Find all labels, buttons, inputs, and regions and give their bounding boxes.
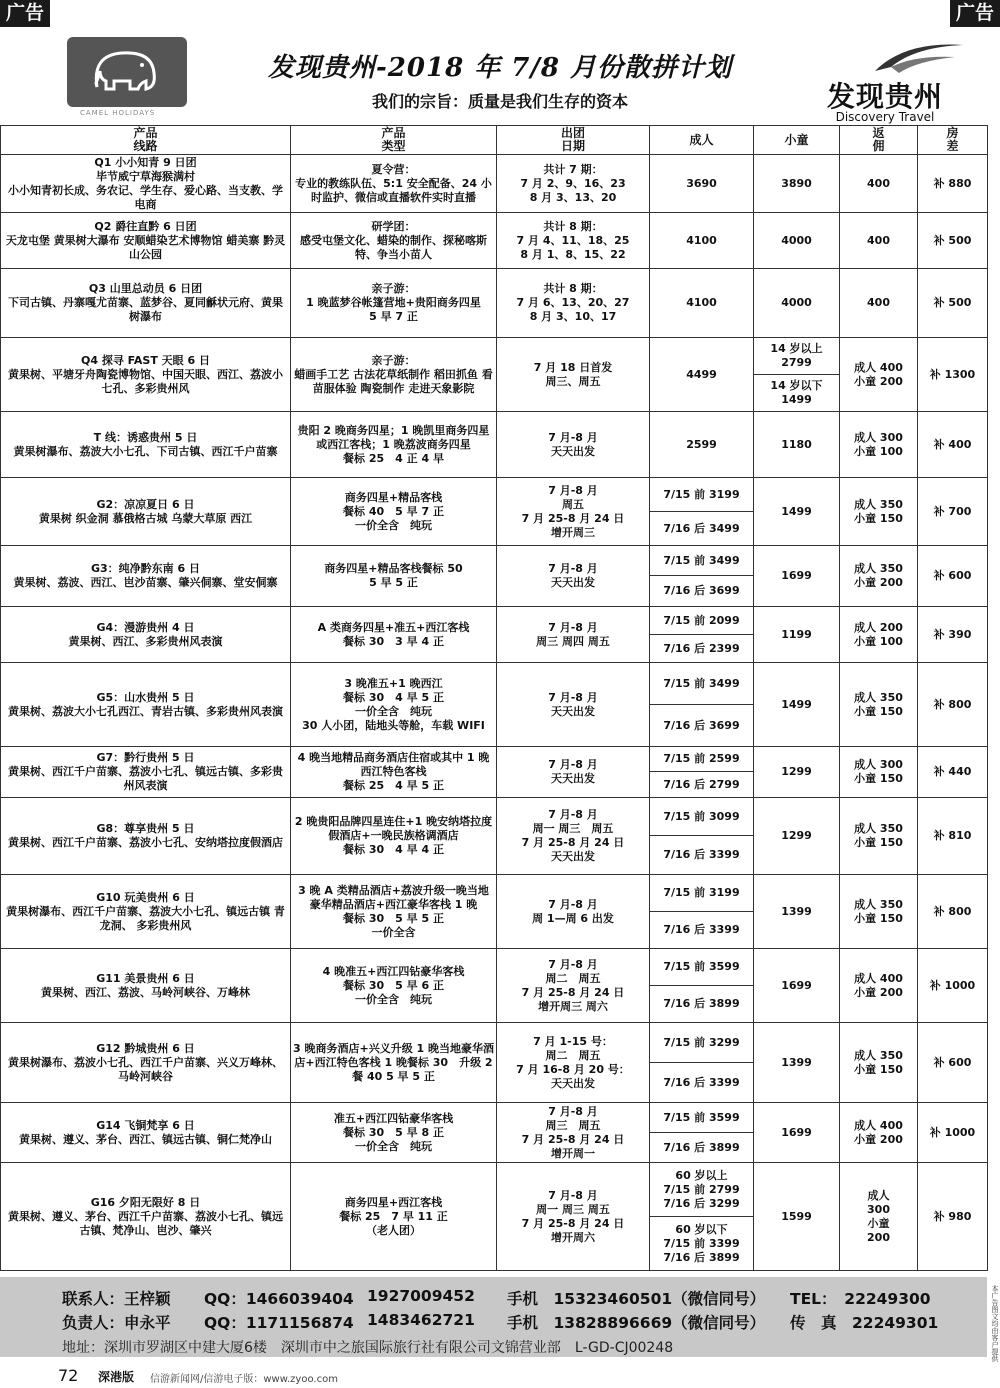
table-row <box>1 546 988 576</box>
table-row <box>1 338 988 375</box>
table-row <box>1 478 988 512</box>
child-price-cell: 1499 <box>754 478 840 546</box>
table-row <box>1 607 988 635</box>
room-diff-cell: 补 880 <box>918 155 988 213</box>
product-cell: G4：漫游贵州 4 日 黄果树、西江、多彩贵州风表演 <box>1 607 291 663</box>
product-cell: Q2 爵往直黔 6 日团 天龙屯堡 黄果树大瀑布 安顺蜡染艺术博物馆 蜡美寨 黔灵山公园 <box>1 213 291 269</box>
table-row <box>1 747 988 772</box>
room-diff-cell: 补 980 <box>918 1163 988 1271</box>
child-price-cell: 1299 <box>754 747 840 798</box>
manager-mobile: 手机 13828896669（微信同号） <box>507 1314 766 1332</box>
adult-price-cell: 7/15 前 3499 <box>650 663 754 705</box>
page-subtitle: 我们的宗旨：质量是我们生存的资本 <box>371 92 628 111</box>
rebate-cell: 成人 300 小童 200 <box>840 1163 918 1271</box>
date-cell: 7 月-8 月 天天出发 <box>497 747 650 798</box>
rebate-cell: 400 <box>840 213 918 269</box>
type-cell: 亲子游： 1 晚蓝梦谷帐篷营地+贵阳商务四星 5 早 7 正 <box>291 269 497 338</box>
contact-qq2: 1927009452 <box>367 1287 475 1305</box>
rebate-cell: 成人 350 小童 150 <box>840 1023 918 1103</box>
rebate-cell: 400 <box>840 155 918 213</box>
elephant-logo-icon <box>67 37 187 107</box>
contact-name: 联系人：王梓颖 <box>62 1290 171 1308</box>
date-cell: 7 月-8 月 天天出发 <box>497 412 650 478</box>
adult-price-cell: 7/15 前 3599 <box>650 1103 754 1133</box>
table-row <box>1 949 988 986</box>
product-cell: G10 玩美贵州 6 日 黄果树瀑布、西江千户苗寨、荔波大小七孔、镇远古镇 青龙洞、 多彩贵州风 <box>1 875 291 949</box>
brand-logo <box>795 37 975 122</box>
edition-label: 深港版 <box>98 1370 135 1384</box>
date-cell: 7 月 18 日首发 周三、周五 <box>497 338 650 412</box>
table-row <box>1 1163 988 1217</box>
adult-price-cell: 7/16 后 3399 <box>650 1063 754 1103</box>
adult-price-cell: 7/15 前 2099 <box>650 607 754 635</box>
rebate-cell: 400 <box>840 269 918 338</box>
rebate-cell: 成人 300 小童 100 <box>840 412 918 478</box>
table-row <box>1 155 988 213</box>
side-note: 本广告图文均由客户提供 <box>991 1285 999 1362</box>
type-cell: A 类商务四星+准五+西江客栈 餐标 30 3 早 4 正 <box>291 607 497 663</box>
date-cell: 7 月-8 月 周一 周三 周五 7 月 25-8 月 24 日 天天出发 <box>497 798 650 875</box>
rebate-cell: 成人 350 小童 150 <box>840 875 918 949</box>
child-price-cell: 1699 <box>754 1103 840 1163</box>
ad-tag-right: 广告 <box>950 0 1000 27</box>
product-cell: G11 美景贵州 6 日 黄果树、西江、荔波、马岭河峡谷、万峰林 <box>1 949 291 1023</box>
rebate-cell: 成人 350 小童 150 <box>840 478 918 546</box>
type-cell: 4 晚当地精品商务酒店住宿或其中 1 晚西江特色客栈 餐标 25 4 早 5 正 <box>291 747 497 798</box>
child-price-cell: 1699 <box>754 949 840 1023</box>
page-number: 72 <box>58 1366 79 1385</box>
page-title: 发现贵州-2018 年 7/8 月份散拼计划 <box>268 53 732 83</box>
adult-price-cell: 7/15 前 3199 <box>650 875 754 912</box>
adult-price-cell: 7/15 前 3599 <box>650 949 754 986</box>
ad-tag-left: 广告 <box>0 0 50 27</box>
header <box>0 27 1000 125</box>
child-price-cell: 1399 <box>754 1023 840 1103</box>
product-cell: G8：尊享贵州 5 日 黄果树、西江千户苗寨、荔波小七孔、安纳塔拉度假酒店 <box>1 798 291 875</box>
table-row <box>1 798 988 836</box>
child-price-cell: 4000 <box>754 213 840 269</box>
date-cell: 共计 8 期： 7 月 4、11、18、25 8 月 1、8、15、22 <box>497 213 650 269</box>
page-footer <box>0 1365 1000 1388</box>
rebate-cell: 成人 200 小童 100 <box>840 607 918 663</box>
rebate-cell: 成人 350 小童 150 <box>840 798 918 875</box>
type-cell: 3 晚准五+1 晚西江 餐标 30 4 早 5 正 一价全含 纯玩 30 人小团，陆地头等舱，车载 WIFI <box>291 663 497 747</box>
type-cell: 商务四星+精品客栈 餐标 40 5 早 7 正 一价全含 纯玩 <box>291 478 497 546</box>
room-diff-cell: 补 500 <box>918 269 988 338</box>
adult-price-cell: 4100 <box>650 269 754 338</box>
adult-price-cell: 3690 <box>650 155 754 213</box>
date-cell: 共计 8 期： 7 月 6、13、20、27 8 月 3、10、17 <box>497 269 650 338</box>
room-diff-cell: 补 600 <box>918 1023 988 1103</box>
child-price-cell: 1299 <box>754 798 840 875</box>
table-row <box>1 875 988 912</box>
product-cell: G12 黔城贵州 6 日 黄果树瀑布、荔波小七孔、西江千户苗寨、兴义万峰林、马岭河峡谷 <box>1 1023 291 1103</box>
contact-qq: QQ：1466039404 <box>204 1290 354 1308</box>
contact-tel: TEL： 22249300 <box>790 1290 931 1308</box>
adult-price-cell: 7/16 后 3399 <box>650 912 754 949</box>
product-cell: G7：黔行贵州 5 日 黄果树、西江千户苗寨、荔波小七孔、镇远古镇、多彩贵州风表演 <box>1 747 291 798</box>
col-header-room: 房 差 <box>918 126 988 155</box>
bird-swoosh-icon <box>795 37 975 77</box>
date-cell: 7 月-8 月 周三 周五 7 月 25-8 月 24 日 增开周一 <box>497 1103 650 1163</box>
col-header-date: 出团 日期 <box>497 126 650 155</box>
product-cell: G5：山水贵州 5 日 黄果树、荔波大小七孔西江、青岩古镇、多彩贵州风表演 <box>1 663 291 747</box>
adult-price-cell: 7/15 前 3199 <box>650 478 754 512</box>
publisher-label: 信游新闻网/信游电子版：www.zyoo.com <box>150 1374 338 1385</box>
type-cell: 贵阳 2 晚商务四星；1 晚凯里商务四星或西江客栈；1 晚荔波商务四星 餐标 25 4 正 4 早 <box>291 412 497 478</box>
adult-price-cell: 2599 <box>650 412 754 478</box>
room-diff-cell: 补 810 <box>918 798 988 875</box>
room-diff-cell: 补 1000 <box>918 1103 988 1163</box>
child-price-cell: 3890 <box>754 155 840 213</box>
rebate-cell: 成人 350 小童 150 <box>840 663 918 747</box>
child-price-cell: 1199 <box>754 607 840 663</box>
adult-price-cell: 7/16 后 2799 <box>650 772 754 798</box>
table-row <box>1 1103 988 1133</box>
adult-price-cell: 7/15 前 3299 <box>650 1023 754 1063</box>
type-cell: 2 晚贵阳品牌四星连住+1 晚安纳塔拉度假酒店+一晚民族格调酒店 餐标 30 4 早 4 正 <box>291 798 497 875</box>
room-diff-cell: 补 600 <box>918 546 988 607</box>
child-price-cell: 1599 <box>754 1163 840 1271</box>
manager-fax: 传 真 22249301 <box>790 1314 939 1332</box>
date-cell: 7 月-8 月 周五 7 月 25-8 月 24 日 增开周三 <box>497 478 650 546</box>
type-cell: 研学团： 感受屯堡文化、蜡染的制作、探秘喀斯特、争当小苗人 <box>291 213 497 269</box>
child-price-cell: 1699 <box>754 546 840 607</box>
table-row <box>1 412 988 478</box>
brand-english: Discovery Travel <box>835 110 935 124</box>
adult-price-cell: 7/16 后 3899 <box>650 1133 754 1163</box>
adult-price-cell: 4499 <box>650 338 754 412</box>
adult-price-cell: 7/16 后 3399 <box>650 836 754 875</box>
room-diff-cell: 补 400 <box>918 412 988 478</box>
child-price-cell: 14 岁以下 1499 <box>754 375 840 412</box>
product-cell: G14 飞铜梵享 6 日 黄果树、遵义、茅台、西江、镇远古镇、铜仁梵净山 <box>1 1103 291 1163</box>
adult-price-cell: 7/16 后 3699 <box>650 705 754 747</box>
table-row <box>1 213 988 269</box>
rebate-cell: 成人 300 小童 150 <box>840 747 918 798</box>
col-header-product: 产品 线路 <box>1 126 291 155</box>
room-diff-cell: 补 700 <box>918 478 988 546</box>
type-cell: 3 晚商务酒店+兴义升级 1 晚当地豪华酒店+西江特色客栈 1 晚餐标 30 升级 2 餐 40 5 早 5 正 <box>291 1023 497 1103</box>
address-line: 地址：深圳市罗湖区中建大厦6楼 深圳市中之旅国际旅行社有限公司文锦营业部 L-GD-CJ00248 <box>62 1340 674 1356</box>
type-cell: 商务四星+西江客栈 餐标 25 7 早 11 正 （老人团） <box>291 1163 497 1271</box>
room-diff-cell: 补 1300 <box>918 338 988 412</box>
date-cell: 7 月-8 月 周三 周四 周五 <box>497 607 650 663</box>
table-row <box>1 1023 988 1063</box>
date-cell: 共计 7 期： 7 月 2、9、16、23 8 月 3、13、20 <box>497 155 650 213</box>
type-cell: 商务四星+精品客栈餐标 50 5 早 5 正 <box>291 546 497 607</box>
adult-price-cell: 7/16 后 3699 <box>650 576 754 607</box>
table-header-row <box>1 126 988 155</box>
tour-plan-table <box>0 125 988 1271</box>
rebate-cell: 成人 350 小童 200 <box>840 546 918 607</box>
adult-price-cell: 7/15 前 3099 <box>650 798 754 836</box>
contact-footer <box>0 1277 987 1357</box>
col-header-child: 小童 <box>754 126 840 155</box>
brand-name: 发现贵州 <box>826 80 943 113</box>
rebate-cell: 成人 400 小童 200 <box>840 338 918 412</box>
room-diff-cell: 补 1000 <box>918 949 988 1023</box>
col-header-adult: 成人 <box>650 126 754 155</box>
date-cell: 7 月-8 月 天天出发 <box>497 663 650 747</box>
adult-price-cell: 4100 <box>650 213 754 269</box>
col-header-rebate: 返 佣 <box>840 126 918 155</box>
date-cell: 7 月-8 月 周一 周三 周五 7 月 25-8 月 24 日 增开周六 <box>497 1163 650 1271</box>
room-diff-cell: 补 800 <box>918 875 988 949</box>
product-cell: G16 夕阳无限好 8 日 黄果树、遵义、茅台、西江千户苗寨、荔波小七孔、镇远古镇、梵净山、岜沙、肇兴 <box>1 1163 291 1271</box>
child-price-cell: 4000 <box>754 269 840 338</box>
room-diff-cell: 补 800 <box>918 663 988 747</box>
contact-mobile: 手机 15323460501（微信同号） <box>507 1290 766 1308</box>
product-cell: G3：纯净黔东南 6 日 黄果树、荔波、西江、岜沙苗寨、肇兴侗寨、堂安侗寨 <box>1 546 291 607</box>
table-row <box>1 663 988 705</box>
product-cell: G2：凉凉夏日 6 日 黄果树 织金洞 慕俄格古城 乌蒙大草原 西江 <box>1 478 291 546</box>
type-cell: 4 晚准五+西江四钻豪华客栈 餐标 30 5 早 6 正 一价全含 纯玩 <box>291 949 497 1023</box>
manager-qq: QQ：1171156874 <box>204 1314 354 1332</box>
child-price-cell: 14 岁以上 2799 <box>754 338 840 375</box>
date-cell: 7 月-8 月 周二 周五 7 月 25-8 月 24 日 增开周三 周六 <box>497 949 650 1023</box>
manager-name: 负责人：申永平 <box>62 1314 171 1332</box>
adult-price-cell: 7/16 后 2399 <box>650 635 754 663</box>
product-cell: Q1 小小知青 9 日团 毕节威宁草海猴满村 小小知青初长成、务农记、学生存、爱心路、当支教、学电商 <box>1 155 291 213</box>
adult-price-cell: 7/15 前 2599 <box>650 747 754 772</box>
product-cell: T 线：诱惑贵州 5 日 黄果树瀑布、荔波大小七孔、下司古镇、西江千户苗寨 <box>1 412 291 478</box>
type-cell: 亲子游： 蜡画手工艺 古法花草纸制作 稻田抓鱼 看苗服体验 陶瓷制作 走进天象影院 <box>291 338 497 412</box>
date-cell: 7 月 1-15 号： 周二 周五 7 月 16-8 月 20 号： 天天出发 <box>497 1023 650 1103</box>
child-price-cell: 1180 <box>754 412 840 478</box>
adult-price-cell: 7/16 后 3499 <box>650 512 754 546</box>
manager-qq2: 1483462721 <box>367 1311 475 1329</box>
type-cell: 夏令营： 专业的教练队伍、5:1 安全配备、24 小时监护、微信或直播软件实时直播 <box>291 155 497 213</box>
adult-price-cell: 7/16 后 3899 <box>650 986 754 1023</box>
room-diff-cell: 补 500 <box>918 213 988 269</box>
child-price-cell: 1399 <box>754 875 840 949</box>
product-cell: Q4 探寻 FAST 天眼 6 日 黄果树、平塘牙舟陶瓷博物馆、中国天眼、西江、荔波小七孔、多彩贵州风 <box>1 338 291 412</box>
product-cell: Q3 山里总动员 6 日团 下司古镇、丹寨嘎尤苗寨、蓝梦谷、夏同龢状元府、黄果树瀑布 <box>1 269 291 338</box>
type-cell: 准五+西江四钻豪华客栈 餐标 30 5 早 8 正 一价全含 纯玩 <box>291 1103 497 1163</box>
room-diff-cell: 补 440 <box>918 747 988 798</box>
col-header-type: 产品 类型 <box>291 126 497 155</box>
rebate-cell: 成人 400 小童 200 <box>840 1103 918 1163</box>
table-row <box>1 269 988 338</box>
date-cell: 7 月-8 月 天天出发 <box>497 546 650 607</box>
date-cell: 7 月-8 月 周 1—周 6 出发 <box>497 875 650 949</box>
adult-price-cell: 60 岁以下 7/15 前 3399 7/16 后 3899 <box>650 1217 754 1271</box>
rebate-cell: 成人 400 小童 200 <box>840 949 918 1023</box>
adult-price-cell: 60 岁以上 7/15 前 2799 7/16 后 3299 <box>650 1163 754 1217</box>
type-cell: 3 晚 A 类精品酒店+荔波升级一晚当地豪华精品酒店+西江豪华客栈 1 晚 餐标 30 5 早 5 正 一价全含 <box>291 875 497 949</box>
room-diff-cell: 补 390 <box>918 607 988 663</box>
adult-price-cell: 7/15 前 3499 <box>650 546 754 576</box>
child-price-cell: 1499 <box>754 663 840 747</box>
logo-subtext: CAMEL HOLIDAYS <box>80 109 156 117</box>
